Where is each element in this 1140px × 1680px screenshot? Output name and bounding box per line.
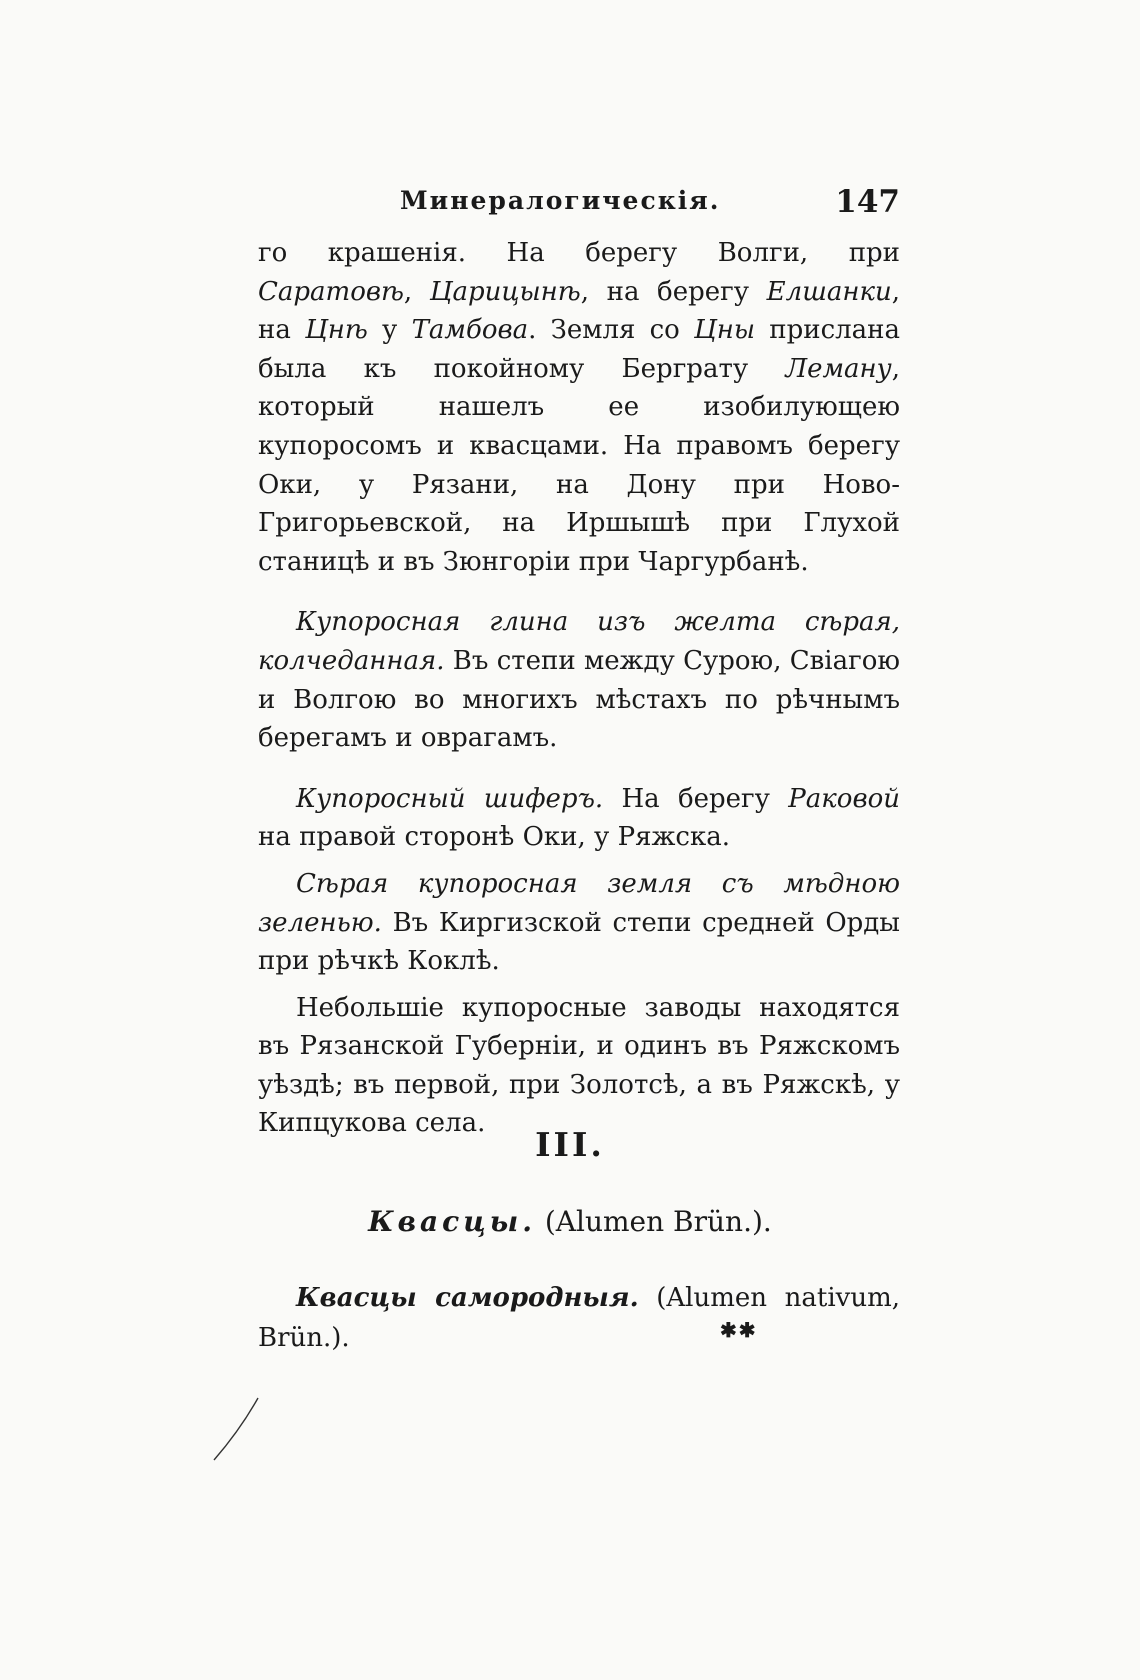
section-heading-ru: Квасцы. xyxy=(368,1205,536,1238)
text-run: на правой сторонѣ Оки, у Ряжска. xyxy=(258,822,730,853)
italic-run: Сѣрая купоросная земля съ мѣдною зеленью. xyxy=(258,868,900,938)
page-header xyxy=(360,186,900,226)
final-entry-latin: (Alumen nativum, Brün.). xyxy=(258,1283,900,1353)
final-entry-title: Квасцы самородныя. xyxy=(296,1283,639,1313)
final-entry-paragraph xyxy=(258,1278,900,1358)
text-run: , который нашелъ ее изобилующею купоросомъ и квасцами. На правомъ берегу Оки, у Рязани, на Дону при Ново-Григорьевской, на Иршышѣ при Глухой станицѣ и въ Зюнгоріи при Чаргурбанѣ. xyxy=(258,353,900,577)
text-run: . Земля со xyxy=(528,315,695,346)
paragraph-localities xyxy=(258,234,900,581)
text-run: , xyxy=(403,276,430,307)
italic-run: Тамбова xyxy=(411,315,529,346)
italic-run: Купоросный шиферъ. xyxy=(296,783,604,814)
section-heading-latin: (Alumen Brün.). xyxy=(544,1205,772,1238)
text-run: Въ Киргизской степи средней Орды при рѣчкѣ Коклѣ. xyxy=(258,907,900,977)
final-entry xyxy=(258,1278,900,1358)
italic-run: Цны xyxy=(694,315,756,346)
italic-run: Елшанки xyxy=(766,276,892,307)
paragraph-vitriol-works xyxy=(258,989,900,1143)
text-run: прислана была къ покойному Берграту xyxy=(258,315,900,384)
text-run: , на берегу xyxy=(580,276,767,307)
italic-run: Раковой xyxy=(788,783,900,814)
running-head: Минералогическія. xyxy=(400,186,721,215)
italic-run: Леману xyxy=(785,353,892,384)
signature-marks: ✱✱ xyxy=(720,1318,758,1342)
italic-run: Купоросная глина изъ желта сѣрая, колчеданная. xyxy=(258,607,900,676)
italic-run: Царицынѣ xyxy=(429,276,581,307)
body-text xyxy=(258,234,900,1143)
text-run: Небольшіе купоросные заводы находятся въ Рязанской Губерніи, и одинъ въ Ряжскомъ уѣздѣ; въ первой, при Золотсѣ, а въ Ряжскѣ, у Кипцукова села. xyxy=(258,992,900,1139)
text-run: , на xyxy=(258,276,900,346)
italic-run: Цнѣ xyxy=(305,315,368,346)
paragraph-grey-vitriol-earth xyxy=(258,865,900,981)
paragraph-vitriol-shale xyxy=(258,780,900,857)
page-number: 147 xyxy=(835,184,900,220)
pen-stroke-mark xyxy=(210,1390,280,1470)
text-run: го крашенія. На берегу Волги, при xyxy=(258,238,900,268)
text-run: На берегу xyxy=(603,783,789,814)
italic-run: Саратовѣ xyxy=(258,276,404,307)
section-number: III. xyxy=(535,1125,605,1164)
text-run: у xyxy=(367,315,412,346)
section-heading xyxy=(0,1205,1140,1238)
paragraph-vitriol-clay xyxy=(258,603,900,757)
text-run: Въ степи между Сурою, Свіагою и Волгою во многихъ мѣстахъ по рѣчнымъ берегамъ и оврагамъ. xyxy=(258,645,900,754)
